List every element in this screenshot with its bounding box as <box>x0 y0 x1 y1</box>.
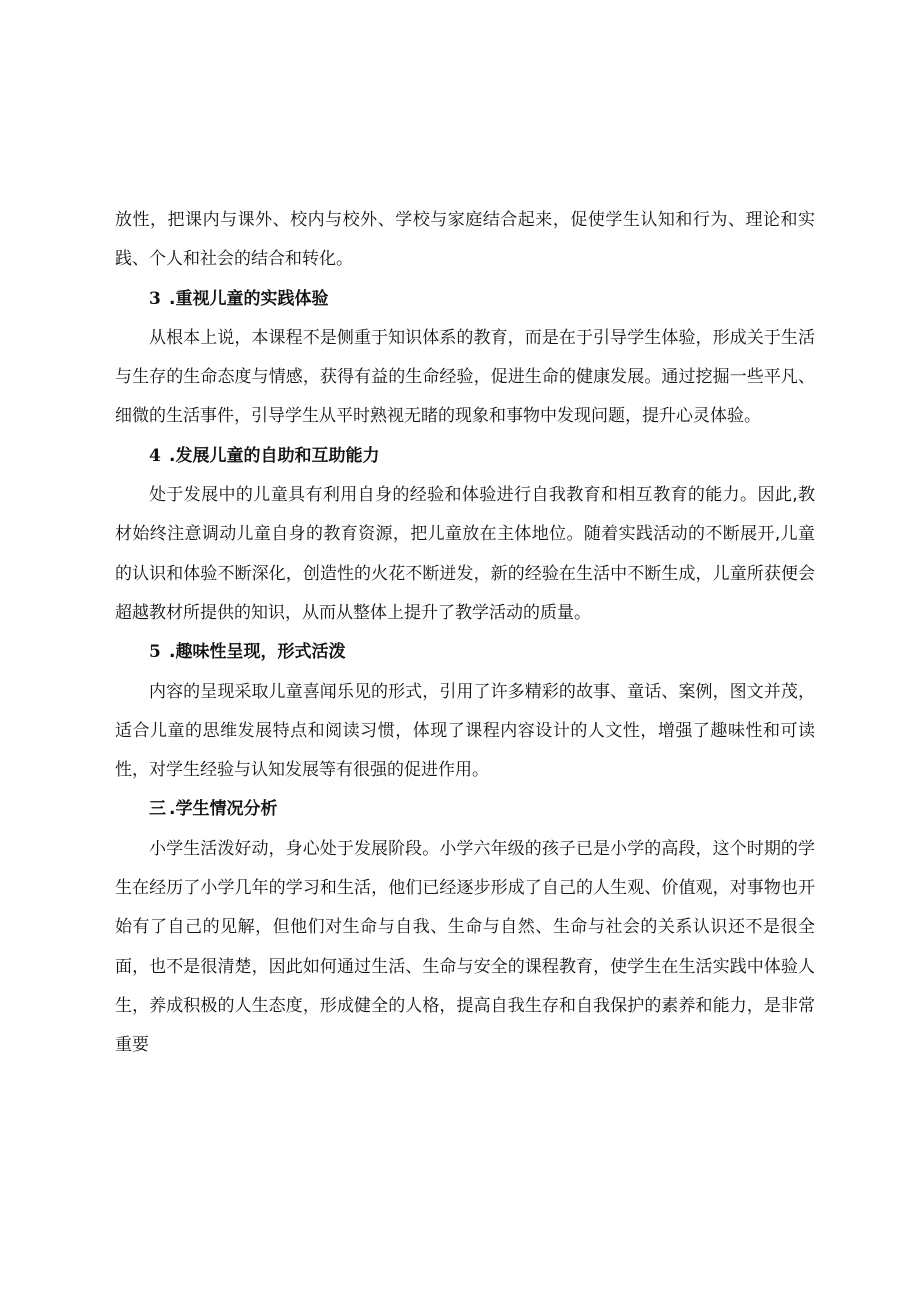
section-paragraph-3: 从根本上说，本课程不是侧重于知识体系的教育，而是在于引导学生体验，形成关于生活与生存的生命态度与情感，获得有益的生命经验，促进生命的健康发展。通过挖掘一些平凡、细微的生活事件，引导学生从平时熟视无睹的现象和事物中发现问题，提升心灵体验。 <box>115 327 815 427</box>
section-paragraph-5: 内容的呈现采取儿童喜闻乐见的形式，引用了许多精彩的故事、童话、案例，图文并茂，适合儿童的思维发展特点和阅读习惯，体现了课程内容设计的人文性，增强了趣味性和可读性，对学生经验与认知发展等有很强的促进作用。 <box>115 681 815 781</box>
section-number: 三 <box>149 799 166 820</box>
section-paragraph-students: 小学生活泼好动，身心处于发展阶段。小学六年级的孩子已是小学的高段，这个时期的学生在经历了小学几年的学习和生活，他们已经逐步形成了自己的人生观、价值观，对事物也开始有了自己的见解，但他们对生命与自我、生命与自然、生命与社会的关系认识还不是很全面，也不是很清楚，因此如何通过生活、生命与安全的课程教育，使学生在生活实践中体验人生，养成积极的人生态度，形成健全的人格，提高自我生存和自我保护的素养和能力，是非常重要 <box>115 838 815 1056</box>
section-number: 4 <box>149 445 161 466</box>
section-heading-5 <box>115 633 815 672</box>
paragraph-continued: 放性，把课内与课外、校内与校外、学校与家庭结合起来，促使学生认知和行为、理论和实践、个人和社会的结合和转化。 <box>115 210 815 270</box>
section-title: .学生情况分析 <box>169 799 278 820</box>
section-paragraph-4: 处于发展中的儿童具有利用自身的经验和体验进行自我教育和相互教育的能力。因此,教材始终注意调动儿童自身的教育资源，把儿童放在主体地位。随着实践活动的不断展开,儿童的认识和体验不断深化，创造性的火花不断迸发，新的经验在生活中不断生成，儿童所获便会超越教材所提供的知识，从而从整体上提升了教学活动的质量。 <box>115 485 815 623</box>
section-heading-3 <box>115 280 815 319</box>
document-body <box>115 201 815 1066</box>
section-title: .重视儿童的实践体验 <box>169 288 329 309</box>
section-heading-students <box>115 790 815 829</box>
section-number: 5 <box>149 642 161 663</box>
section-heading-4 <box>115 437 815 476</box>
section-number: 3 <box>149 288 161 309</box>
section-title: .趣味性呈现，形式活泼 <box>169 642 346 663</box>
section-title: .发展儿童的自助和互助能力 <box>169 445 380 466</box>
